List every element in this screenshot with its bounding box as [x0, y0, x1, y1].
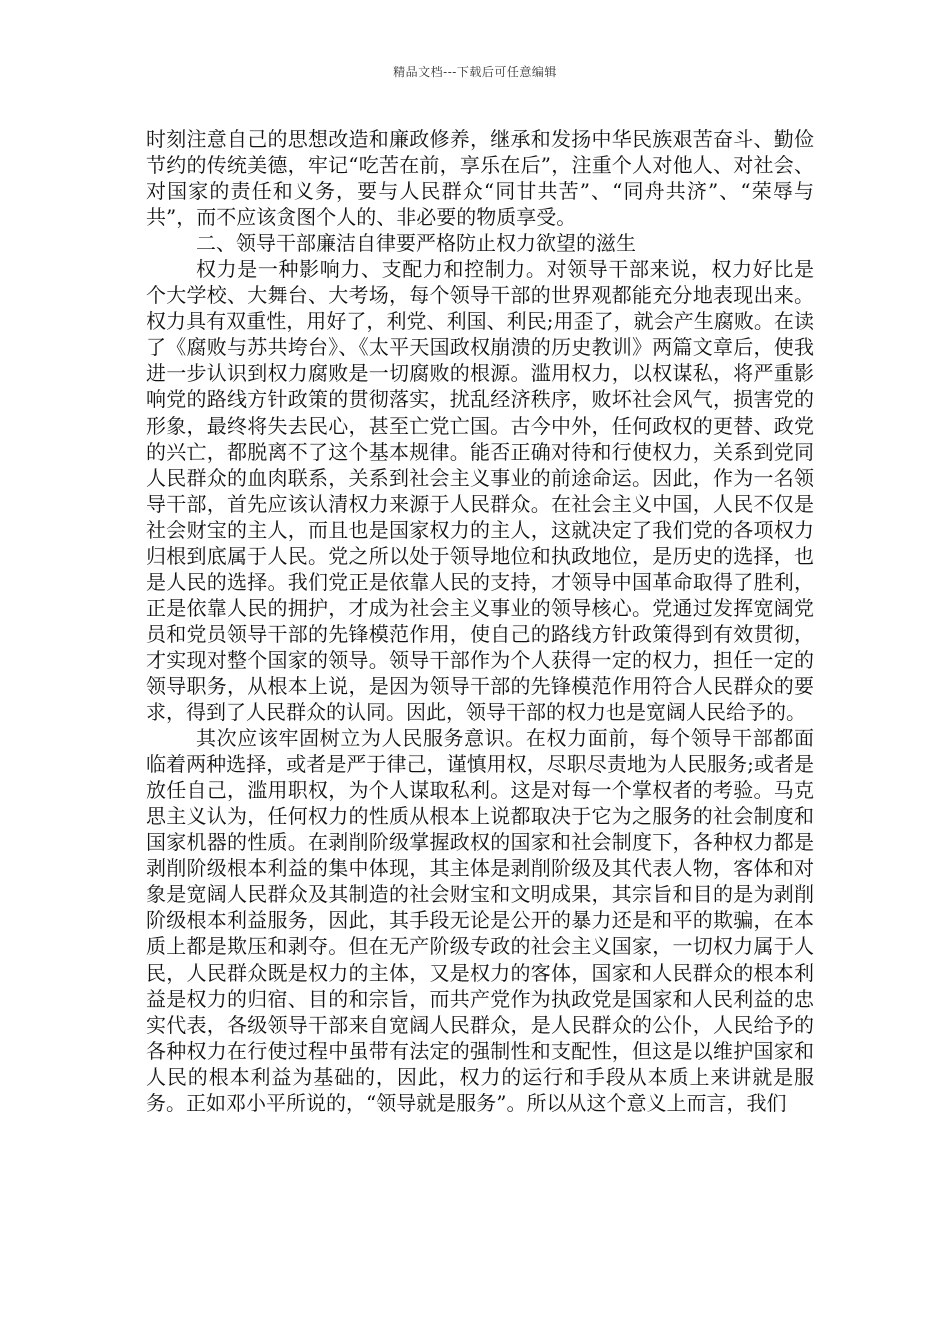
paragraph-power-source: 权力是一种影响力、支配力和控制力。对领导干部来说，权力好比是个大学校、大舞台、大考场，每个领导干部的世界观都能充分地表现出来。权力具有双重性，用好了，利党、利国、利民;用歪了，就会产生腐败。在读了《腐败与苏共垮台》、《太平天国政权崩溃的历史教训》两篇文章后，使我进一步认识到权力腐败是一切腐败的根源。滥用权力，以权谋私，将严重影响党的路线方针政策的贯彻落实，扰乱经济秩序，败坏社会风气，损害党的形象，最终将失去民心，甚至亡党亡国。古今中外，任何政权的更替、政党的兴亡，都脱离不了这个基本规律。能否正确对待和行使权力，关系到党同人民群众的血肉联系，关系到社会主义事业的前途命运。因此，作为一名领导干部，首先应该认清权力来源于人民群众。在社会主义中国，人民不仅是社会财宝的主人，而且也是国家权力的主人，这就决定了我们党的各项权力归根到底属于人民。党之所以处于领导地位和执政地位，是历史的选择，也是人民的选择。我们党正是依靠人民的支持，才领导中国革命取得了胜利，正是依靠人民的拥护，才成为社会主义事业的领导核心。党通过发挥宽阔党员和党员领导干部的先锋模范作用，使自己的路线方针政策得到有效贯彻，才实现对整个国家的领导。领导干部作为个人获得一定的权力，担任一定的领导职务，从根本上说，是因为领导干部的先锋模范作用符合人民群众的要求，得到了人民群众的认同。因此，领导干部的权力也是宽阔人民给予的。	[146, 257, 814, 725]
page-header: 精品文档---下载后可任意编辑	[393, 65, 557, 79]
section-heading: 二、领导干部廉洁自律要严格防止权力欲望的滋生	[196, 231, 636, 256]
paragraph-serve-people: 其次应该牢固树立为人民服务意识。在权力面前，每个领导干部都面临着两种选择，或者是严于律己，谨慎用权，尽职尽责地为人民服务;或者是放任自己，滥用职权，为个人谋取私利。这是对每一个掌权者的考验。马克思主义认为，任何权力的性质从根本上说都取决于它为之服务的社会制度和国家机器的性质。在剥削阶级掌握政权的国家和社会制度下，各种权力都是剥削阶级根本利益的集中体现，其主体是剥削阶级及其代表人物，客体和对象是宽阔人民群众及其制造的社会财宝和文明成果，其宗旨和目的是为剥削阶级根本利益服务，因此，其手段无论是公开的暴力还是和平的欺骗，在本质上都是欺压和剥夺。但在无产阶级专政的社会主义国家，一切权力属于人民，人民群众既是权力的主体，又是权力的客体，国家和人民群众的根本利益是权力的归宿、目的和宗旨，而共产党作为执政党是国家和人民利益的忠实代表，各级领导干部来自宽阔人民群众，是人民群众的公仆，人民给予的各种权力在行使过程中虽带有法定的强制性和支配性，但这是以维护国家和人民的根本利益为基础的，因此，权力的运行和手段从本质上来讲就是服务。正如邓小平所说的，“领导就是服务”。所以从这个意义上而言，我们	[146, 726, 814, 1115]
paragraph-intro-continued: 时刻注意自己的思想改造和廉政修养，继承和发扬中华民族艰苦奋斗、勤俭节约的传统美德，牢记“吃苦在前，享乐在后”，注重个人对他人、对社会、对国家的责任和义务，要与人民群众“同甘共苦”、“同舟共济”、“荣辱与共”，而不应该贪图个人的、非必要的物质享受。	[146, 127, 814, 230]
document-body	[146, 126, 814, 1116]
